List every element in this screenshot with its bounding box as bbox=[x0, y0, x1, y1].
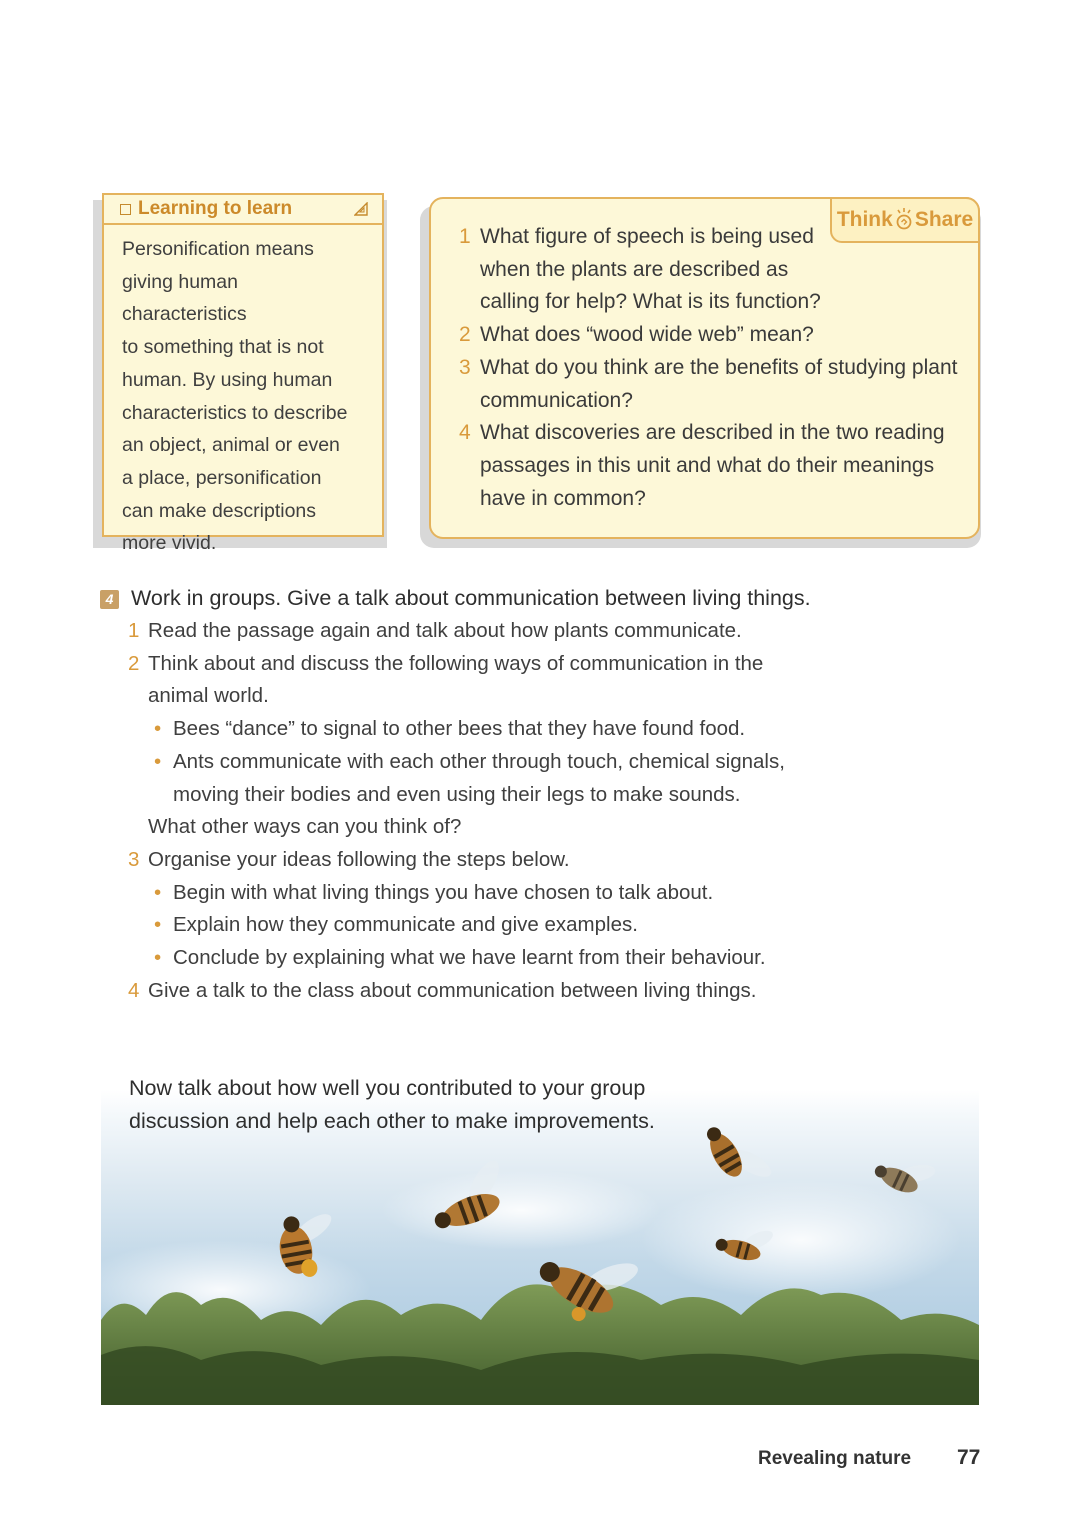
activity-heading-text: Work in groups. Give a talk about communication between living things. bbox=[131, 586, 811, 610]
triangle-ruler-icon bbox=[354, 202, 368, 216]
bullet-dot: • bbox=[154, 880, 162, 904]
bullet-dot: • bbox=[154, 717, 162, 741]
question-item bbox=[459, 417, 959, 515]
step-text: Give a talk to the class about communication between living things. bbox=[148, 978, 757, 1002]
step-text: Read the passage again and talk about how plants communicate. bbox=[148, 619, 742, 642]
share-label: Share bbox=[914, 208, 974, 231]
learning-line: a place, personification bbox=[122, 466, 322, 489]
learning-line: Personification means bbox=[122, 238, 314, 260]
think-label: Think bbox=[836, 208, 893, 231]
bullet-dot: • bbox=[154, 946, 162, 970]
learning-line: characteristics to describe bbox=[122, 401, 348, 424]
learning-box-header bbox=[104, 195, 382, 225]
bullet-dot: • bbox=[154, 749, 162, 773]
learning-line: can make descriptions bbox=[122, 499, 317, 522]
question-text: What does “wood wide web” mean? bbox=[480, 323, 814, 347]
checkbox-icon bbox=[120, 204, 131, 215]
step-item bbox=[128, 975, 820, 1008]
step-text: Think about and discuss the following ways of communication in the animal world. bbox=[148, 651, 764, 708]
learning-line: giving human characteristics bbox=[122, 270, 247, 326]
page-number: 77 bbox=[957, 1446, 981, 1469]
question-item bbox=[459, 319, 959, 352]
think-share-box bbox=[429, 197, 980, 539]
bullet-dot: • bbox=[154, 913, 162, 937]
step-follow-up: What other ways can you think of? bbox=[148, 815, 462, 839]
question-number: 2 bbox=[459, 323, 471, 347]
activity-number-badge: 4 bbox=[100, 590, 119, 609]
question-number: 1 bbox=[459, 225, 471, 248]
question-text: What do you think are the benefits of studying plant communication? bbox=[480, 355, 958, 412]
bullet-text: Ants communicate with each other through touch, chemical signals, moving their bodies and even using their legs to make sounds. bbox=[173, 749, 785, 806]
activity-section bbox=[100, 582, 820, 1007]
bullet-text: Explain how they communicate and give examples. bbox=[173, 913, 638, 937]
closing-instruction: Now talk about how well you contributed to your group discussion and help each other to make improvements. bbox=[129, 1076, 655, 1133]
bullet-item bbox=[154, 942, 820, 975]
learning-line: human. By using human bbox=[122, 368, 333, 391]
question-text: What discoveries are described in the two reading passages in this unit and what do their meanings have in common? bbox=[480, 421, 945, 510]
learning-to-learn-box bbox=[102, 193, 384, 555]
question-text: What figure of speech is being used when the plants are described as calling for help? What is its function? bbox=[480, 225, 821, 314]
learning-box-title: Learning to learn bbox=[138, 198, 293, 219]
learning-box-text bbox=[104, 225, 382, 560]
activity-steps bbox=[128, 615, 820, 1007]
bullet-text: Conclude by explaining what we have learnt from their behaviour. bbox=[173, 946, 766, 970]
bullet-item bbox=[154, 713, 820, 746]
step-item bbox=[128, 844, 820, 975]
question-item bbox=[459, 352, 959, 417]
question-list bbox=[459, 221, 959, 515]
bullet-text: Bees “dance” to signal to other bees that they have found food. bbox=[173, 717, 746, 741]
learning-line: to something that is not bbox=[122, 336, 324, 359]
step-item bbox=[128, 615, 820, 648]
bullet-text: Begin with what living things you have chosen to talk about. bbox=[173, 880, 714, 904]
question-number: 4 bbox=[459, 421, 471, 445]
question-item bbox=[459, 221, 959, 319]
bullet-item bbox=[154, 746, 820, 811]
bullet-item bbox=[154, 909, 820, 942]
step-text: Organise your ideas following the steps below. bbox=[148, 847, 570, 871]
step-number: 2 bbox=[128, 651, 140, 675]
step-number: 1 bbox=[128, 619, 140, 642]
step-number: 3 bbox=[128, 847, 140, 871]
footer-unit-title: Revealing nature bbox=[758, 1448, 912, 1469]
step-item bbox=[128, 648, 820, 844]
learning-line: more vivid. bbox=[122, 532, 217, 555]
question-number: 3 bbox=[459, 355, 471, 379]
activity-heading bbox=[100, 582, 820, 615]
step-number: 4 bbox=[128, 978, 140, 1002]
learning-line: an object, animal or even bbox=[122, 434, 340, 457]
bullet-item bbox=[154, 877, 820, 910]
